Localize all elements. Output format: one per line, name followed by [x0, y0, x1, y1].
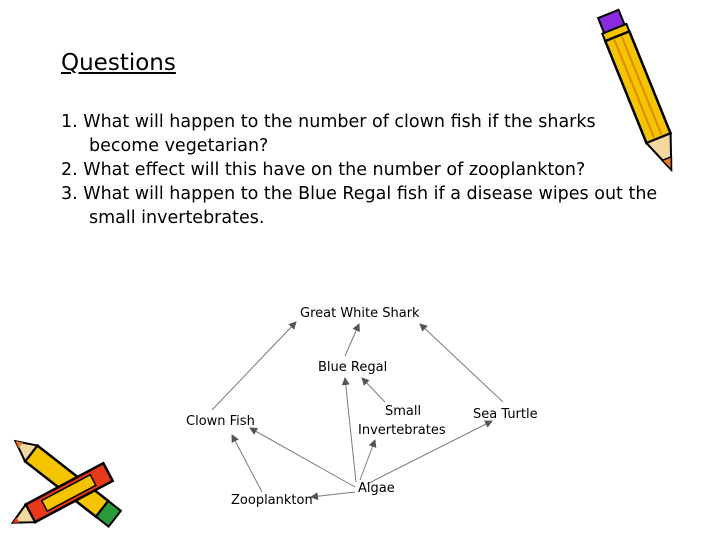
- arrow-algae-to-blue-regal: [345, 378, 356, 482]
- node-zooplankton: Zooplankton: [231, 493, 313, 508]
- pencil-icon: [590, 0, 690, 190]
- question-item: 1. What will happen to the number of clown fish if the sharks become vegetarian?: [61, 112, 596, 156]
- node-small-invertebrates-line2: Invertebrates: [358, 423, 446, 438]
- node-sea-turtle: Sea Turtle: [473, 407, 538, 422]
- arrow-zooplankton-to-clown-fish: [232, 435, 262, 492]
- question-item: 3. What will happen to the Blue Regal fish if a disease wipes out the small invertebrates.: [61, 184, 658, 228]
- arrow-small-invertebrates-to-blue-regal: [362, 378, 385, 402]
- crossed-pencils-icon: [0, 430, 150, 540]
- node-small-invertebrates-line1: Small: [385, 404, 422, 419]
- arrow-sea-turtle-to-shark: [420, 324, 503, 402]
- arrow-algae-to-clown-fish: [250, 428, 355, 487]
- question-item: 2. What effect will this have on the number of zooplankton?: [61, 160, 586, 180]
- arrow-algae-to-small-invertebrates: [360, 440, 375, 480]
- node-clown-fish: Clown Fish: [186, 414, 255, 429]
- node-algae: Algae: [358, 481, 395, 496]
- node-great-white-shark: Great White Shark: [300, 306, 420, 321]
- slide-title: Questions: [61, 50, 176, 76]
- arrow-blue-regal-to-shark: [345, 324, 359, 356]
- arrow-algae-to-zooplankton: [311, 492, 355, 497]
- node-blue-regal: Blue Regal: [318, 360, 388, 375]
- arrow-clown-fish-to-shark: [212, 322, 296, 410]
